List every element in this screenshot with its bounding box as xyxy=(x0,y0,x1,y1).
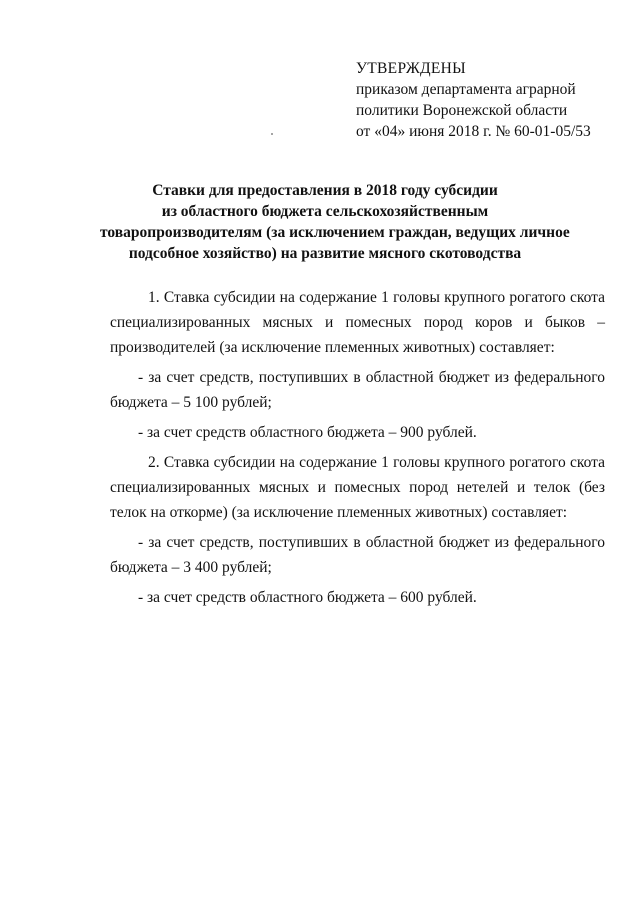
approval-heading: УТВЕРЖДЕНЫ xyxy=(356,60,466,77)
title-line-2: из областного бюджета сельскохозяйственным xyxy=(161,203,489,220)
title-line-3: товаропроизводителям (за исключением граждан, ведущих личное xyxy=(100,224,570,241)
section-1-intro: 1. Ставка субсидии на содержание 1 головы крупного рогатого скота специализированных мясных и помесных пород коров и быков – производителей (за исключение племенных животных) составляет: xyxy=(110,289,605,356)
title-line-4: подсобное хозяйство) на развитие мясного скотоводства xyxy=(128,245,522,262)
section-2-federal-rate: - за счет средств, поступивших в областной бюджет из федерального бюджета – 3 400 рублей; xyxy=(110,534,605,576)
section-1-federal-rate: - за счет средств, поступивших в областной бюджет из федерального бюджета – 5 100 рублей; xyxy=(110,369,605,411)
approval-line-order: приказом департамента аграрной xyxy=(356,81,576,98)
document-body xyxy=(110,285,605,615)
title-line-1: Ставки для предоставления в 2018 году субсидии xyxy=(152,182,498,199)
approval-block xyxy=(356,58,591,142)
scan-speck xyxy=(271,133,273,135)
approval-line-region: политики Воронежской области xyxy=(356,102,568,119)
document-title xyxy=(100,180,570,264)
section-1-regional-rate: - за счет средств областного бюджета – 900 рублей. xyxy=(138,424,477,441)
approval-line-date: от «04» июня 2018 г. № 60-01-05/53 xyxy=(356,123,591,140)
section-2-regional-rate: - за счет средств областного бюджета – 600 рублей. xyxy=(138,589,477,606)
section-2-intro: 2. Ставка субсидии на содержание 1 головы крупного рогатого скота специализированных мясных и помесных пород нетелей и телок (без телок на откорме) (за исключение племенных животных) составляет: xyxy=(110,454,605,521)
